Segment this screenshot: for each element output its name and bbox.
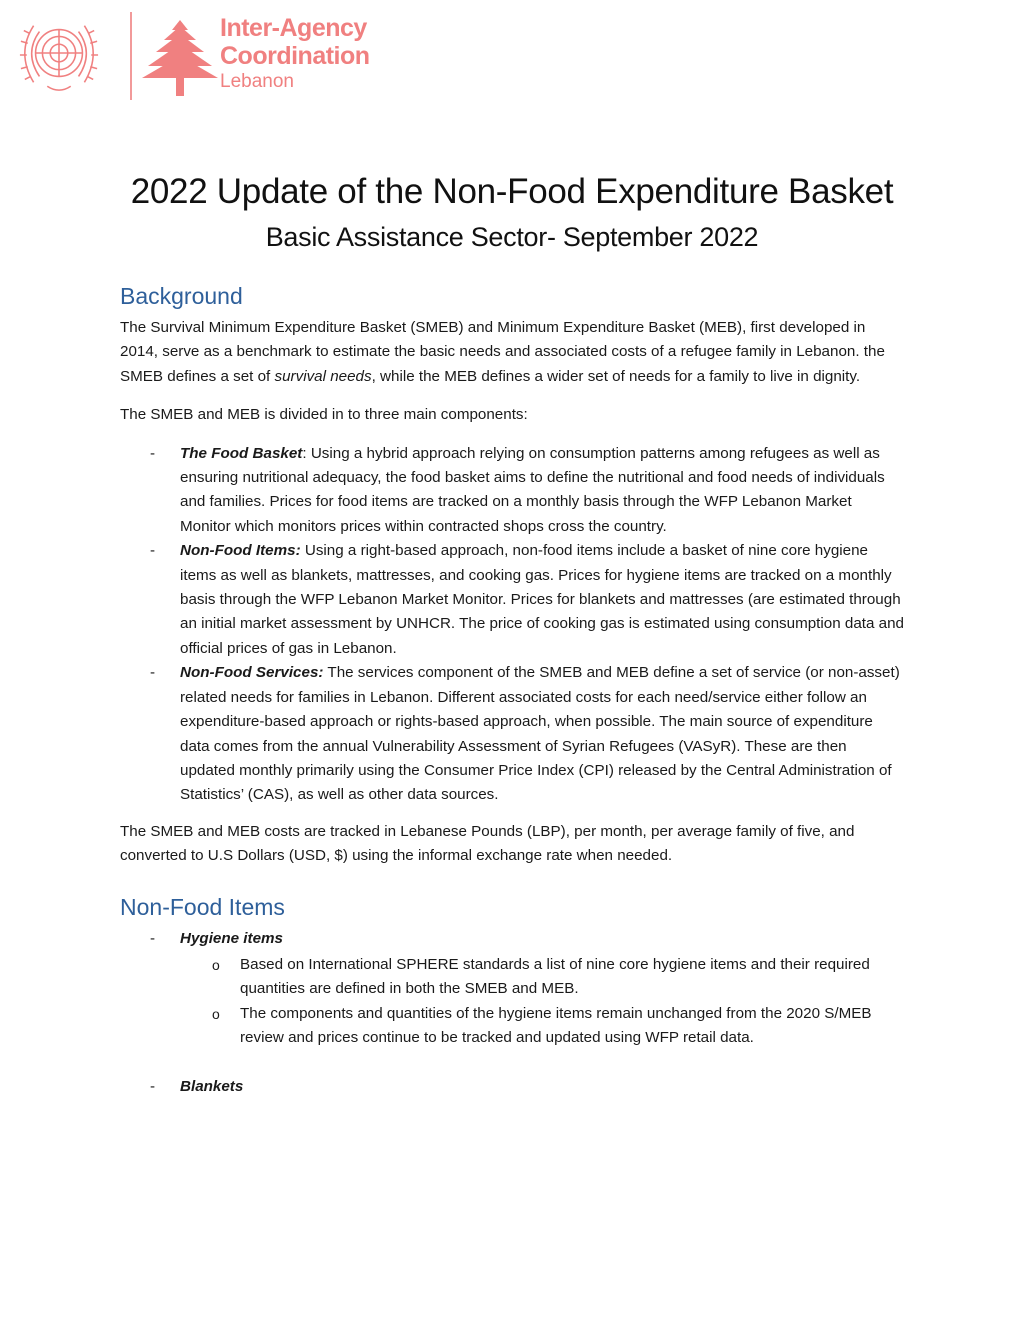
org-name-line2: Coordination	[220, 42, 370, 70]
list-item-hygiene-items	[120, 927, 905, 1051]
header-logo	[10, 10, 410, 100]
background-heading: Background	[120, 283, 243, 309]
background-paragraph-1	[120, 316, 905, 389]
list-item-blankets	[120, 1075, 905, 1099]
list-item-non-food-items	[120, 539, 905, 661]
document-title: 2022 Update of the Non-Food Expenditure Basket	[130, 172, 894, 211]
cedar-tree-icon	[138, 16, 222, 100]
item-lead: Blankets	[180, 1077, 244, 1095]
org-name-line3: Lebanon	[220, 71, 294, 92]
background-paragraph-2: The SMEB and MEB is divided in to three main components:	[120, 406, 528, 424]
nfi-heading: Non-Food Items	[120, 893, 285, 920]
org-name	[220, 16, 370, 91]
org-name-line1: Inter-Agency	[220, 14, 367, 42]
nfi-list	[120, 927, 905, 1099]
logo-divider	[130, 12, 132, 100]
background-paragraph-3: The SMEB and MEB costs are tracked in Lebanese Pounds (LBP), per month, per average family of five, and converted to U.S Dollars (USD, $) using the informal exchange rate when needed.	[120, 822, 855, 865]
item-text: : Using a hybrid approach relying on consumption patterns among refugees as well as ensuring nutritional adequacy, the food basket aims to define the nutritional and food needs of individuals and families. Prices for food items are tracked on a monthly basis through the WFP Lebanon Market Monitor which monitors prices within contracted shops cross the country.	[180, 444, 885, 535]
text-run: , while the MEB defines a wider set of needs for a family to live in dignity.	[371, 367, 861, 385]
item-text: Using a right-based approach, non-food items include a basket of nine core hygiene items as well as blankets, mattresses, and cooking gas. Prices for hygiene items are tracked on a monthly basis through the WFP Lebanon Market Monitor. Prices for blankets and mattresses (are estimated through an initial market assessment by UNHCR. The price of cooking gas is estimated using consumption data and official prices of gas in Lebanon.	[180, 542, 905, 657]
item-text: The services component of the SMEB and MEB define a set of service (or non-asset) related needs for families in Lebanon. Different associated costs for each need/service either follow an expenditure-based approach or rights-based approach, when possible. The main source of expenditure data comes from the annual Vulnerability Assessment of Syrian Refugees (VASyR). These are then updated monthly primarily using the Consumer Price Index (CPI) released by the Central Administration of Statistics’ (CAS), as well as other data sources.	[180, 664, 900, 804]
document-body	[120, 280, 905, 1111]
sublist-item: o Based on International SPHERE standards a list of nine core hygiene items and their required quantities are defined in both the SMEB and MEB.	[180, 953, 905, 1002]
item-lead: Non-Food Items:	[180, 542, 301, 560]
item-lead: Hygiene items	[180, 929, 283, 947]
text-run: The Survival Minimum Expenditure Basket (SMEB) and Minimum Expenditure Basket (MEB), first developed in 2014, serve as a benchmark to estimate the basic needs and associated costs of a refugee family in Lebanon. the SMEB defines a set of	[120, 319, 885, 385]
list-item-food-basket	[120, 442, 905, 540]
document-subtitle: Basic Assistance Sector- September 2022	[265, 222, 759, 252]
list-item-non-food-services	[120, 661, 905, 807]
sublist-item: o The components and quantities of the hygiene items remain unchanged from the 2020 S/MEB review and prices continue to be tracked and updated using WFP retail data.	[180, 1002, 905, 1051]
components-list	[120, 442, 905, 808]
item-lead: The Food Basket	[180, 444, 303, 462]
item-lead: Non-Food Services:	[180, 664, 324, 682]
un-emblem-icon	[10, 12, 108, 96]
hygiene-sublist	[180, 953, 905, 1051]
emphasis-survival-needs: survival needs	[274, 367, 372, 385]
